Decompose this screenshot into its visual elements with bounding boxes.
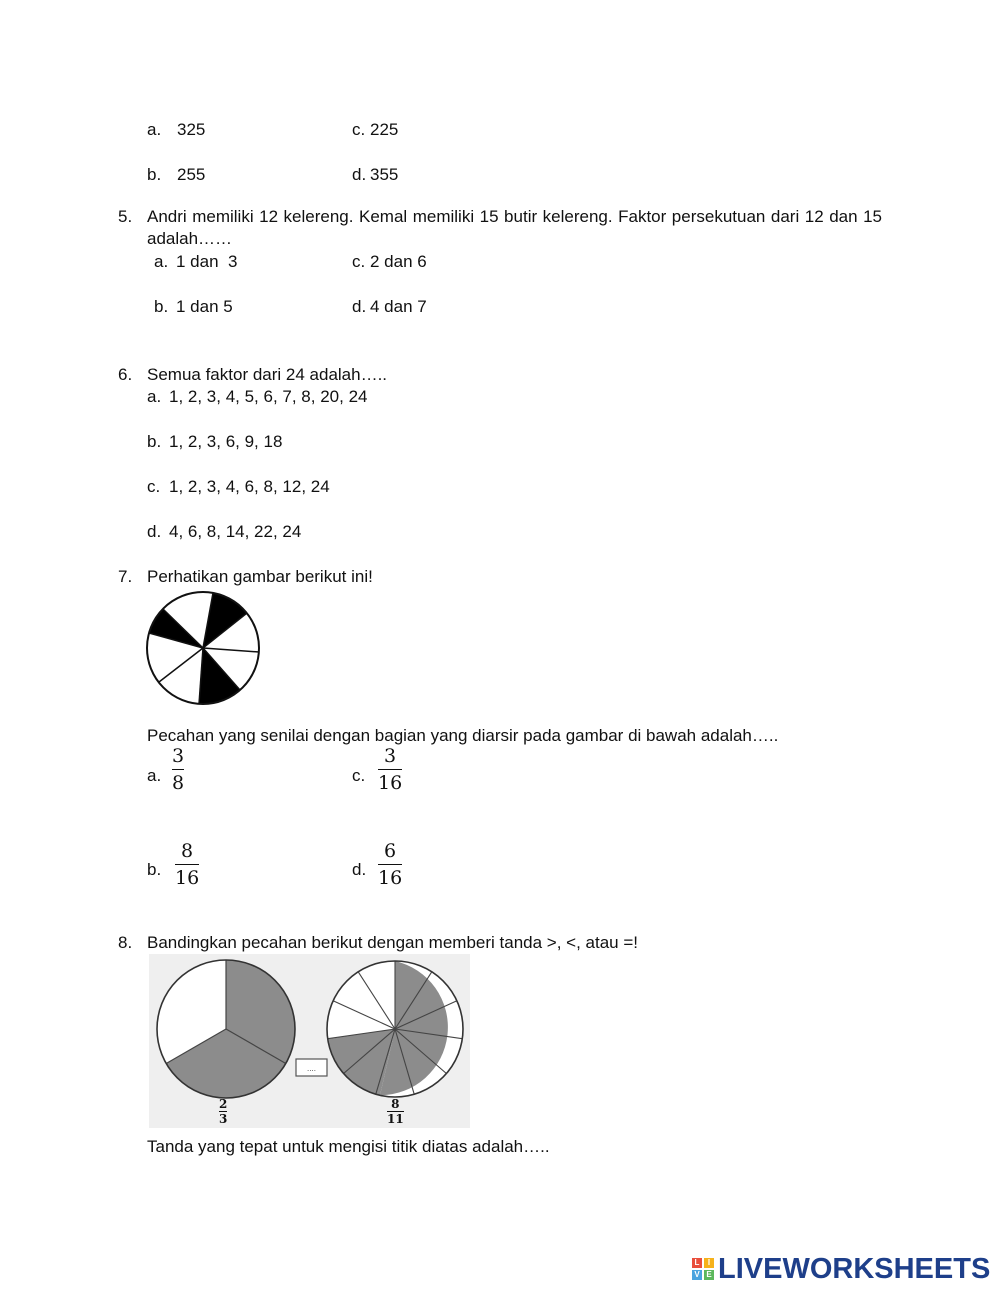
q6-option-b-letter: b. [147,432,162,451]
fraction-bar [378,769,402,770]
q5-option-c-letter: c. [352,252,366,271]
q7-pie-figure [144,589,262,707]
logo-text: LIVEWORKSHEETS [718,1253,991,1285]
q7-option-c-fraction [378,745,402,794]
logo-block: L [692,1258,702,1268]
q5-option-d-letter: d. [352,297,367,316]
q8-left-fraction [219,1098,227,1125]
q7-subtext: Pecahan yang senilai dengan bagian yang diarsir pada gambar di bawah adalah….. [147,726,779,745]
q7-option-d-letter: d. [352,860,367,879]
q4-option-a-text: 325 [177,120,206,139]
q4-option-d-letter: d. [352,165,367,184]
logo-blocks-icon [692,1258,714,1280]
q6-text: Semua faktor dari 24 adalah….. [147,365,388,384]
q4-option-c-letter: c. [352,120,366,139]
q6-option-b-text: 1, 2, 3, 6, 9, 18 [169,432,283,451]
q8-right-pie [327,961,463,1097]
q6-option-a-letter: a. [147,387,162,406]
q7-option-c-letter: c. [352,766,366,785]
fraction-bar [172,769,184,770]
q8-right-fraction [387,1098,404,1125]
q5-option-a-text: 1 dan 3 [176,252,238,271]
q8-left-denominator: 3 [219,1112,228,1126]
q7-option-b-letter: b. [147,860,162,879]
q5-text: Andri memiliki 12 kelereng. Kemal memiliki 15 butir kelereng. Faktor persekutuan dari 12 dan 15 adalah…… [147,207,882,248]
q6-number: 6. [118,365,133,384]
q5-option-a-letter: a. [154,252,169,271]
q7-number: 7. [118,567,133,586]
logo-block: V [692,1270,702,1280]
q5-option-b-text: 1 dan 5 [176,297,233,316]
q8-text: Bandingkan pecahan berikut dengan memberi tanda >, <, atau =! [147,933,638,952]
q8-number: 8. [118,933,133,952]
liveworksheets-logo[interactable] [692,1254,990,1284]
q7-option-d-fraction [378,840,402,889]
q6-option-c-text: 1, 2, 3, 4, 6, 8, 12, 24 [169,477,330,496]
q5-option-d-text: 4 dan 7 [370,297,427,316]
logo-block: E [704,1270,714,1280]
fraction-bar [175,864,199,865]
q7-option-b-fraction [175,840,199,889]
q8-right-numerator: 8 [391,1097,400,1111]
fraction-bar [378,864,402,865]
q6-option-c-letter: c. [147,477,161,496]
q8-left-pie [157,960,295,1098]
q7-option-d-numerator: 6 [384,840,397,862]
q8-left-numerator: 2 [219,1097,228,1111]
q4-option-c-text: 225 [370,120,399,139]
q7-option-c-numerator: 3 [384,745,397,767]
q6-option-d-text: 4, 6, 8, 14, 22, 24 [169,522,302,541]
q7-option-b-numerator: 8 [181,840,194,862]
q5-number: 5. [118,207,133,226]
q6-option-d-letter: d. [147,522,162,541]
q7-text: Perhatikan gambar berikut ini! [147,567,373,586]
logo-block: I [704,1258,714,1268]
q7-option-c-denominator: 16 [378,772,403,794]
q7-option-a-fraction [172,745,184,794]
q7-option-d-denominator: 16 [378,867,403,889]
q8-figure [149,954,470,1128]
q4-option-a-letter: a. [147,120,162,139]
q7-option-b-denominator: 16 [175,867,200,889]
q6-option-a-text: 1, 2, 3, 4, 5, 6, 7, 8, 20, 24 [169,387,368,406]
q4-option-d-text: 355 [370,165,399,184]
q5-option-b-letter: b. [154,297,169,316]
q7-option-a-numerator: 3 [172,745,185,767]
q8-subtext: Tanda yang tepat untuk mengisi titik diatas adalah….. [147,1137,550,1156]
q8-right-denominator: 11 [387,1112,404,1126]
q8-comparison-box-text: .... [307,1065,316,1073]
q7-option-a-denominator: 8 [172,772,185,794]
q4-option-b-text: 255 [177,165,206,184]
q5-option-c-text: 2 dan 6 [370,252,427,271]
q7-option-a-letter: a. [147,766,162,785]
q4-option-b-letter: b. [147,165,162,184]
q8-pies [149,954,470,1128]
